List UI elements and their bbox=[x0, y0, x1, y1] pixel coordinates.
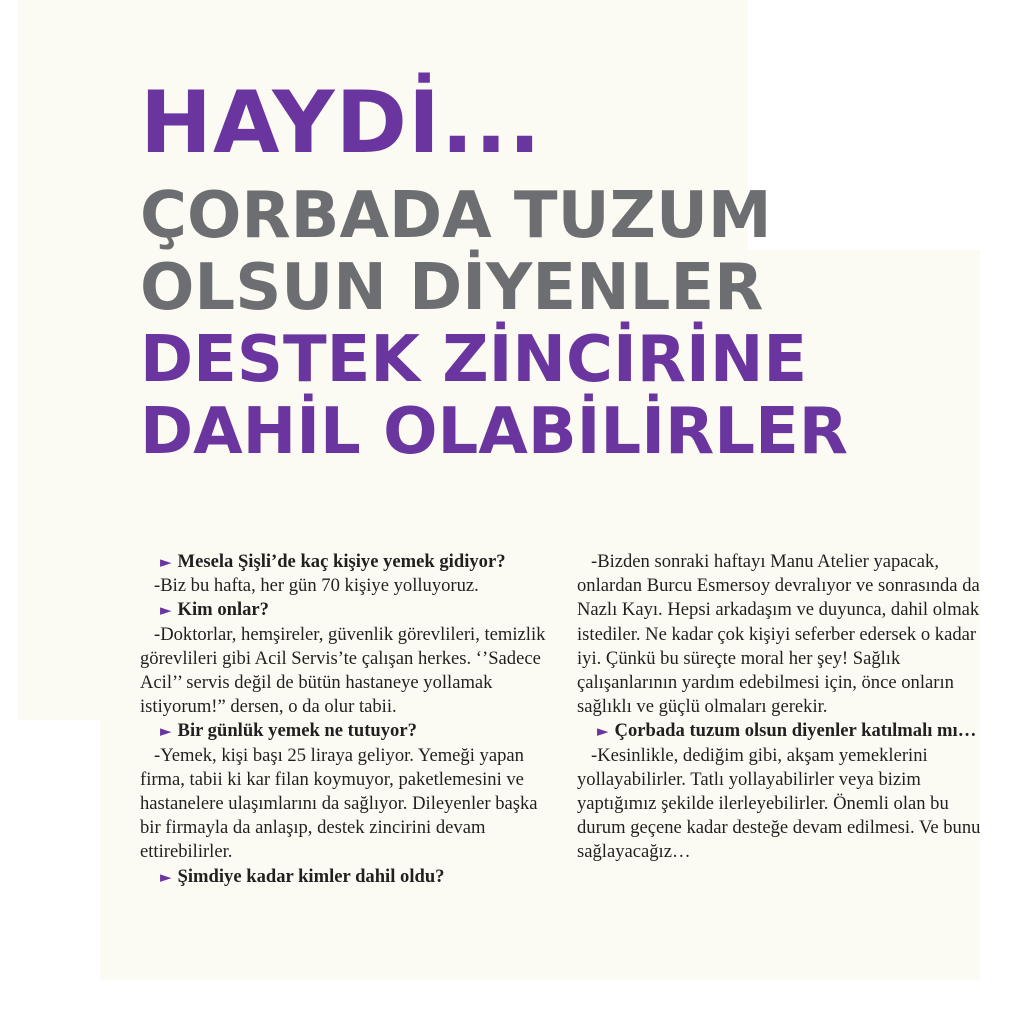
question-text: Şimdiye kadar kimler dahil oldu? bbox=[177, 865, 445, 887]
triangle-right-icon: ► bbox=[160, 722, 172, 741]
headline-line-1: HAYDİ... bbox=[140, 73, 542, 173]
question bbox=[140, 550, 560, 574]
question bbox=[140, 865, 560, 889]
answer: -Bizden sonraki haftayı Manu Atelier yapacak, onlardan Burcu Esmersoy devralıyor ve sonrasında da Nazlı Kayı. Hepsi arkadaşım ve duyunca, dahil olmak istediler. Ne kadar çok kişiyi seferber edersek o kadar iyi. Çünkü bu süreçte moral her şey! Sağlık çalışanlarının yardım edebilmesi için, önce onların sağlıklı ve güçlü olmaları gerekir. bbox=[577, 551, 980, 718]
triangle-right-icon: ► bbox=[160, 553, 172, 571]
question-text: Mesela Şişli’de kaç kişiye yemek gidiyor? bbox=[177, 551, 506, 572]
answer: -Kesinlikle, dediğim gibi, akşam yemeklerini yollayabilirler. Tatlı yollayabilirler veya bizim yaptığımız şekilde ilerleyebilirler. Önemli olan bu durum geçene kadar desteğe devam edilmesi. Ve bunu sağlayacağız… bbox=[577, 744, 981, 863]
question-text: Çorbada tuzum olsun diyenler katılmalı mı… bbox=[614, 720, 977, 742]
headline bbox=[140, 73, 1000, 472]
question bbox=[140, 719, 560, 743]
triangle-right-icon: ► bbox=[160, 601, 172, 620]
answer: -Yemek, kişi başı 25 liraya geliyor. Yemeği yapan firma, tabii ki kar filan koymuyor, paketlemesini ve hastanelere ulaşımlarını da sağlıyor. Dileyenler başka bir firmayla da anlaşıp, destek zincirini devam ettirebilirler. bbox=[140, 744, 538, 863]
question-text: Bir günlük yemek ne tutuyor? bbox=[177, 720, 417, 742]
triangle-right-icon: ► bbox=[597, 722, 609, 741]
question-text: Kim onlar? bbox=[177, 599, 269, 621]
article-column-right bbox=[577, 550, 987, 865]
answer: -Biz bu hafta, her gün 70 kişiye yolluyoruz. bbox=[154, 575, 479, 597]
question bbox=[577, 719, 987, 743]
answer: -Doktorlar, hemşireler, güvenlik görevlileri, temizlik görevlileri gibi Acil Servis’te çalışan herkes. ‘’Sadece Acil’’ servis değil de bütün hastaneye yollamak istiyorum!” dersen, o da olur tabii. bbox=[140, 623, 546, 718]
headline-line-4: DESTEK ZİNCİRİNE bbox=[140, 323, 808, 397]
headline-line-5: DAHİL OLABİLİRLER bbox=[140, 395, 849, 469]
triangle-right-icon: ► bbox=[160, 867, 172, 886]
article-column-left bbox=[140, 550, 560, 889]
question bbox=[140, 598, 560, 622]
headline-line-3: OLSUN DİYENLER bbox=[140, 251, 764, 325]
headline-line-2: ÇORBADA TUZUM bbox=[140, 179, 772, 253]
